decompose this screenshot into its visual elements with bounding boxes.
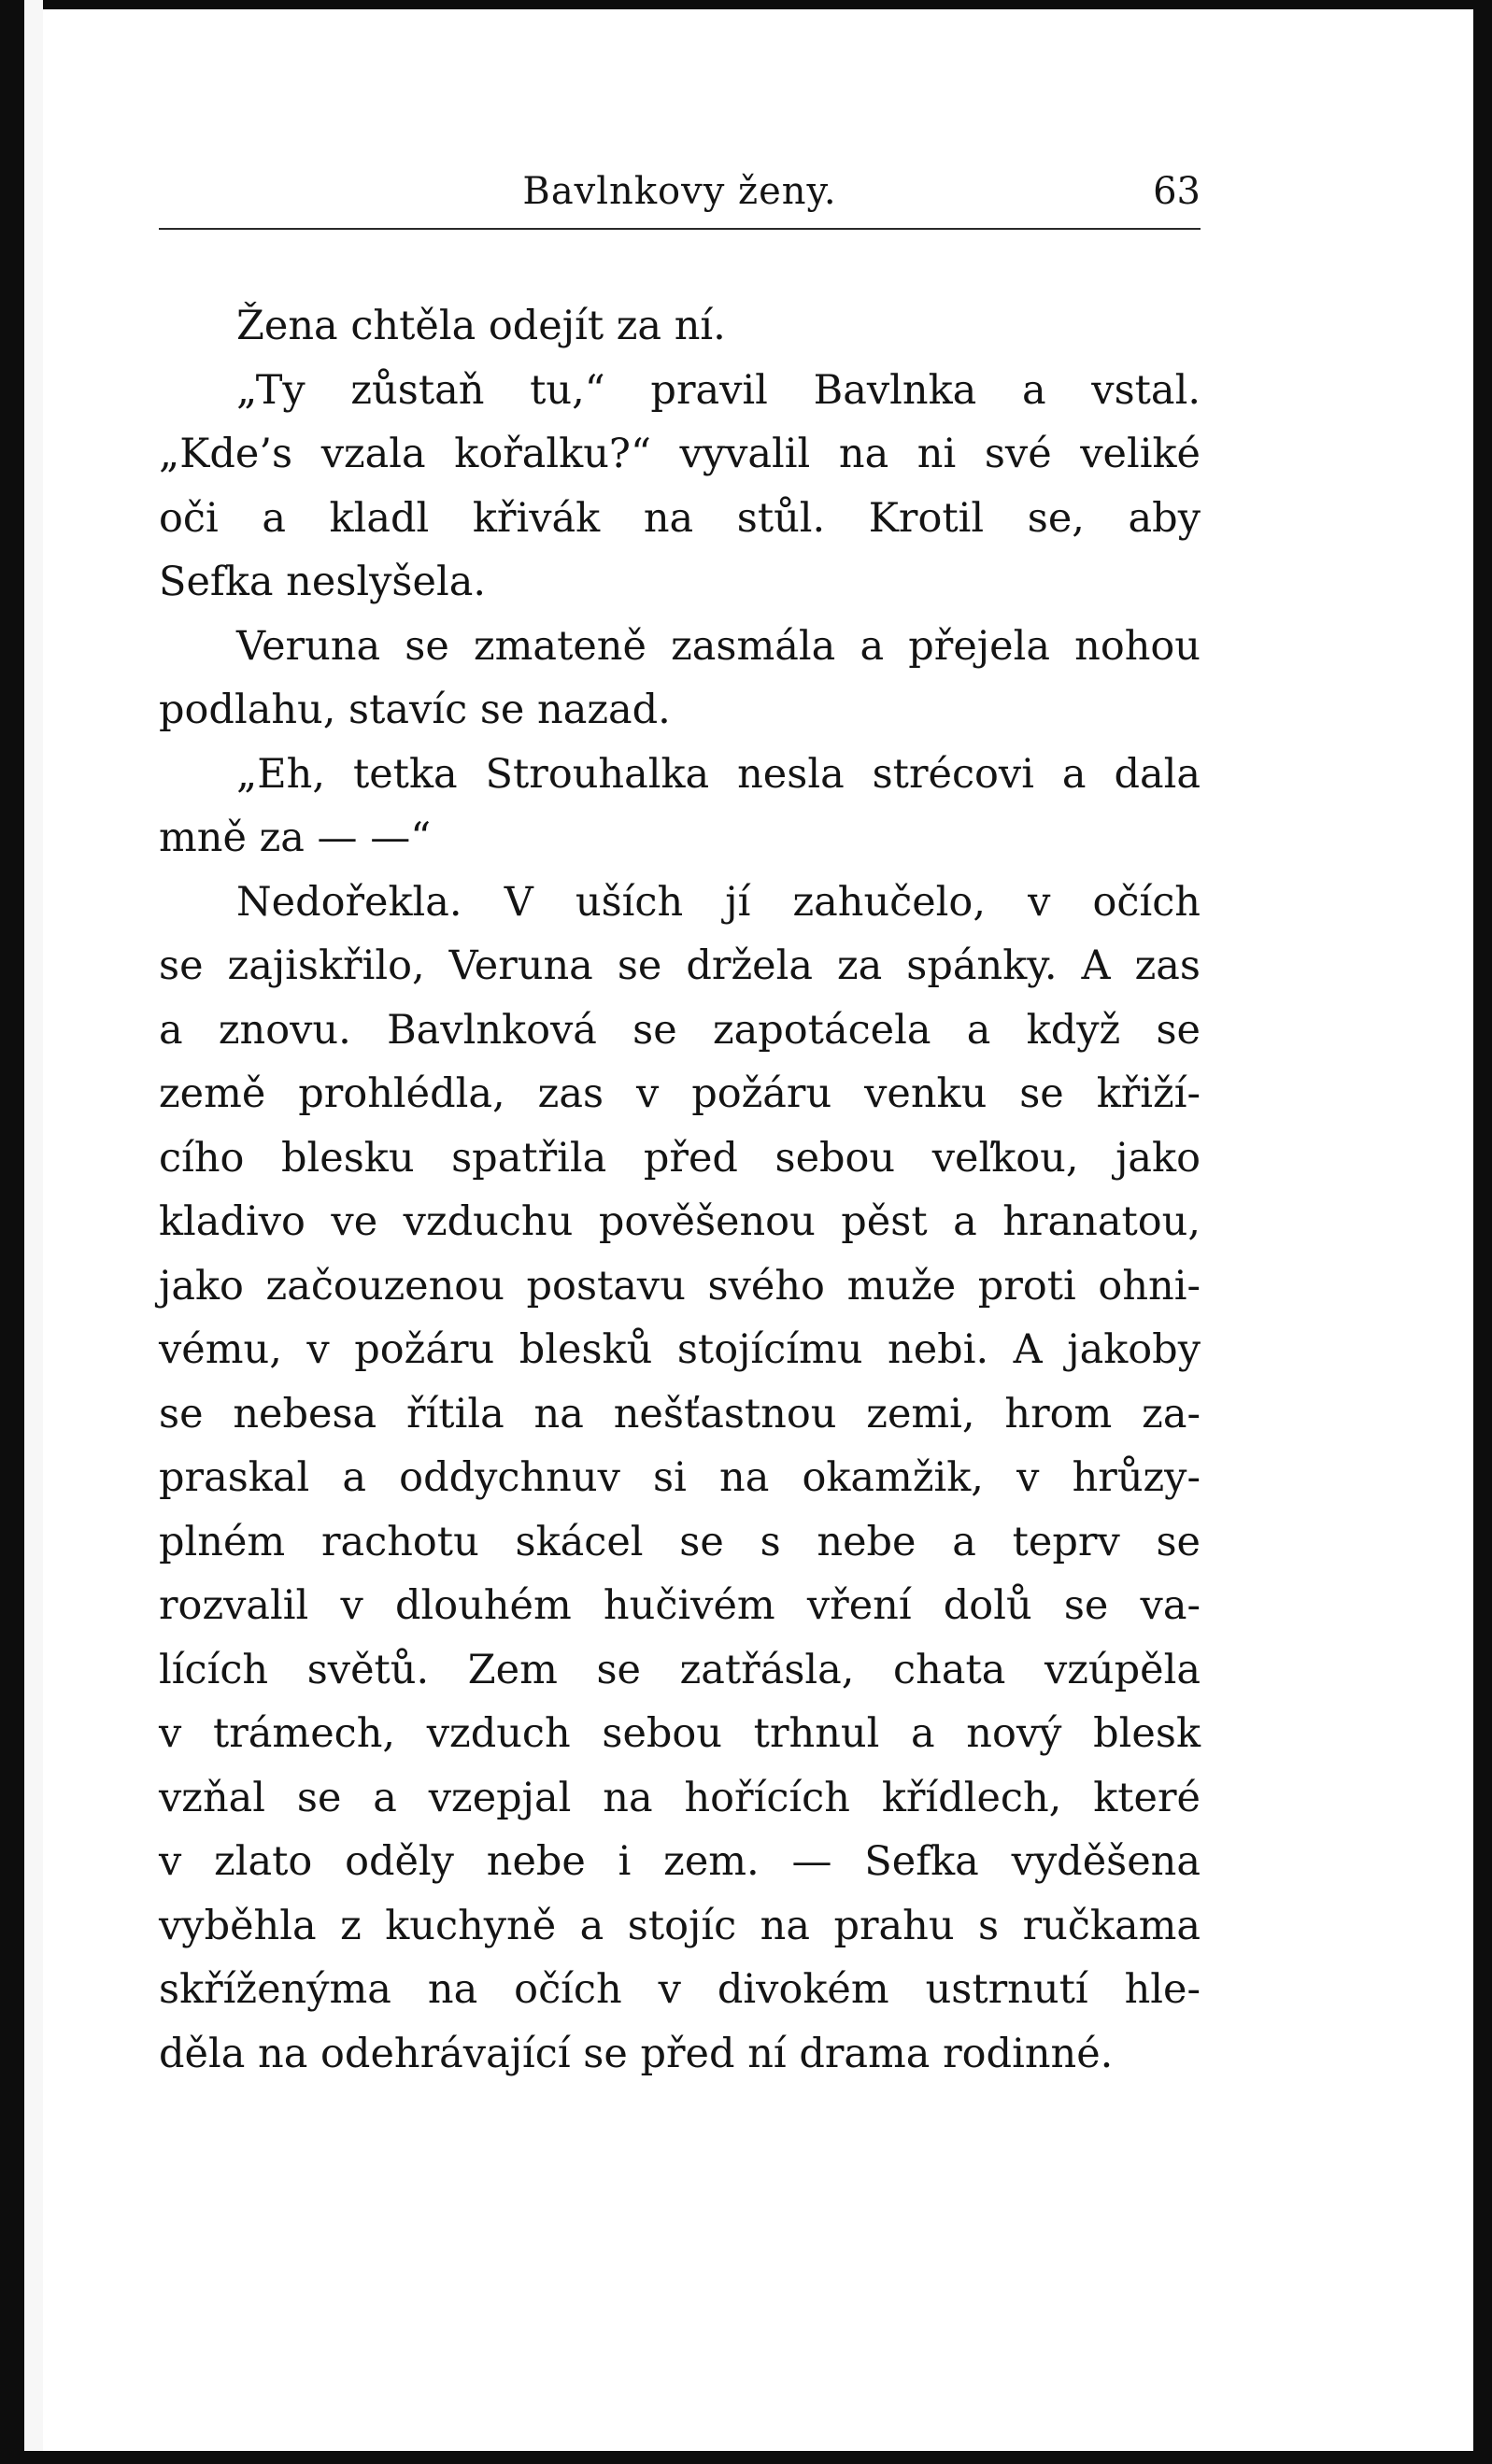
text-line: a znovu. Bavlnková se zapotácela a když se xyxy=(159,1006,1201,1054)
running-header xyxy=(159,163,1201,219)
header-rule xyxy=(159,228,1201,230)
text-line: lících světů. Zem se zatřásla, chata vzúpěla xyxy=(159,1646,1201,1693)
text-line: Žena chtěla odejít za ní. xyxy=(236,303,726,349)
paragraph xyxy=(159,294,1201,359)
page-number: 63 xyxy=(1153,170,1201,213)
text-line: Veruna se zmateně zasmála a přejela nohou xyxy=(236,622,1201,670)
paragraph xyxy=(159,871,1201,2087)
text-line: v trámech, vzduch sebou trhnul a nový blesk xyxy=(159,1710,1201,1757)
text-line: praskal a oddychnuv si na okamžik, v hrůzy- xyxy=(159,1454,1201,1501)
scan-border-right xyxy=(1473,0,1492,2464)
text-line: vyběhla z kuchyně a stojíc na prahu s ručkama xyxy=(159,1902,1201,1949)
text-line: v zlato oděly nebe i zem. — Sefka vyděšena xyxy=(159,1838,1201,1885)
text-line: „Eh, tetka Strouhalka nesla strécovi a dala xyxy=(236,750,1201,798)
text-line: podlahu, stavíc se nazad. xyxy=(159,687,671,733)
running-title: Bavlnkovy ženy. xyxy=(522,170,837,213)
text-line: plném rachotu skácel se s nebe a teprv se xyxy=(159,1518,1201,1565)
text-line: se nebesa řítila na nešťastnou zemi, hrom za- xyxy=(159,1390,1201,1437)
scan-border-top xyxy=(0,0,1492,9)
paragraph xyxy=(159,359,1201,615)
page-gutter xyxy=(24,0,43,2464)
text-line: země prohlédla, zas v požáru venku se křiží- xyxy=(159,1070,1201,1117)
text-line: „Kde’s vzala kořalku?“ vyvalil na ni své veliké xyxy=(159,431,1201,477)
scan-border-left xyxy=(0,0,24,2464)
scan-border-bottom xyxy=(0,2451,1492,2464)
text-line: cího blesku spatřila před sebou veľkou, jako xyxy=(159,1134,1201,1182)
text-line: kladivo ve vzduchu pověšenou pěst a hranatou, xyxy=(159,1198,1201,1245)
text-line: jako začouzenou postavu svého muže proti ohni- xyxy=(159,1262,1201,1310)
text-line: vzňal se a vzepjal na hořících křídlech, které xyxy=(159,1774,1201,1821)
body-text xyxy=(159,294,1201,2086)
text-line: mně za — —“ xyxy=(159,814,432,861)
text-line: rozvalil v dlouhém hučivém vření dolů se va- xyxy=(159,1582,1201,1629)
text-line: Sefka neslyšela. xyxy=(159,559,487,605)
text-line: „Ty zůstaň tu,“ pravil Bavlnka a vstal. xyxy=(236,366,1201,414)
text-line: se zajiskřilo, Veruna se držela za spánky. A zas xyxy=(159,942,1201,989)
text-line: vému, v požáru blesků stojícímu nebi. A jakoby xyxy=(159,1326,1201,1373)
text-line: skříženýma na očích v divokém ustrnutí hle- xyxy=(159,1966,1201,2013)
text-line: oči a kladl křivák na stůl. Krotil se, aby xyxy=(159,494,1201,542)
paragraph xyxy=(159,615,1201,743)
paragraph xyxy=(159,743,1201,871)
text-line: děla na odehrávající se před ní drama rodinné. xyxy=(159,2030,1114,2077)
text-line: Nedořekla. V uších jí zahučelo, v očích xyxy=(236,878,1201,926)
